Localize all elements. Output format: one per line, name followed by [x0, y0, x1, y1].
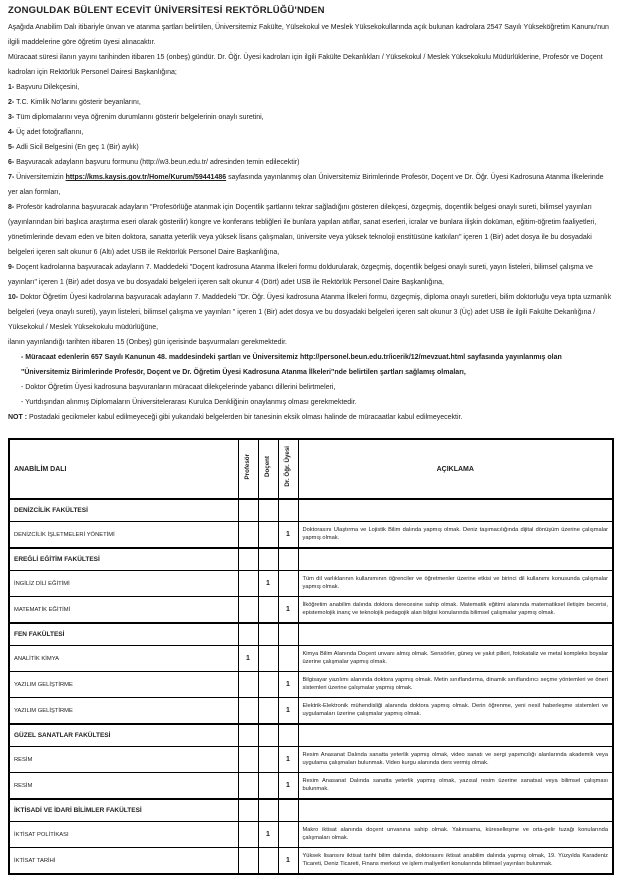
paragraph [8, 80, 612, 95]
paragraph [8, 350, 612, 380]
text-segment: Aşağıda Anabilim Dalı itibariyle ünvan ve atanma şartları belirtilen, Üniversitemiz Fakülte, Yülsekokul ve Meslek Yüksekokullarında açık bulunan kadrolara 2547 Sayılı Yükseköğretim Kanunu'nun ilgili maddelerine göre öğretim üyesi alınacaktır. [8, 24, 609, 46]
aciklama-cell: Resim Anasanat Dalında sanatta yeterlik yapmış olmak, video sanatı ve sergi yapımcılığı alanlarında akademik veya uygulama çalışmaları bulunmak. Video kurgu alanında ders vermiş olmak. [298, 747, 613, 773]
docent-count-cell [258, 724, 278, 747]
text-segment: Profesör kadrolarına başvuracak adayların "Profesörlüğe atanmak için Doçentlik şartlarını tekrar sağladığını gösteren dilekçesi, özgeçmiş, doçentlik belgesi onaylı sureti, bilimsel yayınları (yayınlarından biri başlıca araştırma eseri olarak gösterilir) kongre ve konferans tebliğleri ile bunlara yapılan atıflar, sanat eserleri, icralar ve bunlara ilişkin doküman, eğitim-öğretim faaliyetleri, yönetimlerinde devam eden ve biten doktora, sanatta yeterlik veya yüksek lisans çalışmaları, üniversite veya yüksek teknoloji enstitüsüne katkıları" içeren 1 (Bir) adet dosya ile bu dosyadaki belgeleri içeren salt okunur 6 (Altı) adet USB ile Rektörlük Personel Daire Başkanlığına, [8, 204, 597, 256]
docent-count-cell [258, 548, 278, 571]
paragraph [8, 50, 612, 80]
profesor-count-cell [238, 522, 258, 549]
anabilim-cell: İKTİSAT TARİHİ [9, 848, 238, 875]
docent-count-cell [258, 698, 278, 725]
docent-count-cell [258, 522, 278, 549]
anabilim-cell: ANALİTİK KİMYA [9, 646, 238, 672]
docent-count-cell: 1 [258, 571, 278, 597]
text-segment: 3- [8, 114, 17, 121]
aciklama-cell: İlköğretim anabilim dalında doktora derecesine sahip olmak. Matematik eğitimi alanında matematiksel iletişim becerisi, epistemolojik inanç ve teknolojik pedagojik alan bilgisi konularında bilimsel çalışmalar yapmış olmak. [298, 597, 613, 624]
anabilim-cell: RESİM [9, 773, 238, 800]
text-segment: 1- [8, 84, 17, 91]
docent-count-cell [258, 773, 278, 800]
anabilim-cell: MATEMATİK EĞİTİMİ [9, 597, 238, 624]
text-segment: Başvuracak adayların başvuru formunu (http://w3.beun.edu.tr/ adresinden temin edilecektir) [16, 159, 300, 166]
text-segment: 9- [8, 264, 17, 271]
paragraph [8, 395, 612, 410]
paragraph [8, 410, 612, 425]
docent-count-cell [258, 623, 278, 646]
aciklama-cell: Doktorasını Ulaştırma ve Lojistik Bilim dalında yapmış olmak. Deniz taşımacılığında dijital dönüşüm üzerine çalışmalar yapmış olmak. [298, 522, 613, 549]
page-title: ZONGULDAK BÜLENT ECEVİT ÜNİVERSİTESİ REKTÖRLÜĞÜ'NDEN [8, 5, 325, 16]
faculty-name-cell: GÜZEL SANATLAR FAKÜLTESİ [9, 724, 238, 747]
paragraph [8, 125, 612, 140]
text-segment: 7- [8, 174, 17, 181]
profesor-count-cell [238, 672, 258, 698]
table-body [9, 499, 613, 874]
text-segment: 4- [8, 129, 17, 136]
aciklama-cell: Yüksek lisansını iktisat tarihi bilim dalında, doktorasını iktisat anabilim dalında yapmış olmak, 19. Yüzyılda Karadeniz Ticareti, Deniz Ticareti, Finans merkezi ve işlem maliyetleri konularında bilimsel yayınları bulunmak. [298, 848, 613, 875]
text-segment: ilanın yayınlandığı tarihten itibaren 15 (Onbeş) gün içerisinde başvurmaları gerekmektedir. [8, 339, 287, 346]
anabilim-cell: İKTİSAT POLİTİKASI [9, 822, 238, 848]
text-segment: Postadaki gecikmeler kabul edilmeyeceği gibi yukarıdaki belgelerden bir tanesinin eksik olması halinde de müracaatlar kabul edilmeyecektir. [29, 414, 463, 421]
aciklama-cell [298, 799, 613, 822]
docent-count-cell [258, 747, 278, 773]
text-segment: Üç adet fotoğraflarını, [16, 129, 84, 136]
docent-count-cell [258, 499, 278, 522]
profesor-count-cell: 1 [238, 646, 258, 672]
dr-ogr-count-cell: 1 [278, 848, 298, 875]
text-segment: Tüm diplomalarını veya öğrenim durumlarını gösterir belgelerinin onaylı suretini, [16, 114, 264, 121]
text-segment: 5- [8, 144, 17, 151]
profesor-count-cell [238, 597, 258, 624]
profesor-count-cell [238, 822, 258, 848]
position-row [9, 773, 613, 800]
position-row [9, 522, 613, 549]
profesor-count-cell [238, 848, 258, 875]
text-segment: 8- [8, 204, 17, 211]
paragraph [8, 380, 612, 395]
text-segment: - Müracaat edenlerin 657 Sayılı Kanunun 48. maddesindeki şartları ve Üniversitemiz http://personel.beun.edu.tr/icerik/12/mevzuat.html sayfasında yayınlanmış olan "Üniversitemiz Birimlerinde Profesör, Doçent ve Dr. Öğretim Üyesi Kadrosuna Atanma İlkeleri"nde belirtilen şartları sağlamış olmaları, [21, 354, 562, 376]
anabilim-cell: YAZILIM GELİŞTİRME [9, 698, 238, 725]
aciklama-cell: Resim Anasanat Dalında sanatta yeterlik yapmış olmak, yazısal resim üzerine sanatsal veya bilimsel çalışması bulunmak. [298, 773, 613, 800]
dr-ogr-count-cell [278, 724, 298, 747]
position-row [9, 646, 613, 672]
dr-ogr-count-cell: 1 [278, 698, 298, 725]
positions-table [8, 438, 614, 875]
profesor-count-cell [238, 698, 258, 725]
col-header-profesor: Profesör [238, 439, 258, 499]
text-segment: sayfasında yayınlanmış olan Üniversitemiz Birimlerinde Profesör, Doçent ve Dr. Öğr. Üyesi Kadrosuna Atanma İlkelerinde yer alan formları, [8, 174, 604, 196]
paragraph [8, 95, 612, 110]
aciklama-cell [298, 623, 613, 646]
dr-ogr-count-cell: 1 [278, 672, 298, 698]
aciklama-cell: Kimya Bilim Alanında Doçent unvanı almış olmak. Sensörler, güneş ve yakıt pilleri, fotokataliz ve metal kompleks boyalar üzerine çalışmalar yapmış olmak. [298, 646, 613, 672]
paragraph [8, 110, 612, 125]
paragraph [8, 155, 612, 170]
text-segment: T.C. Kimlik No'larını gösterir beyanlarını, [16, 99, 141, 106]
col-header-aciklama: AÇIKLAMA [298, 439, 613, 499]
profesor-count-cell [238, 773, 258, 800]
profesor-count-cell [238, 499, 258, 522]
table-header-row [9, 439, 613, 499]
position-row [9, 848, 613, 875]
aciklama-cell: Bilgisayar yazılımı alanında doktora yapmış olmak. Metin sınıflandırma, dinamik sınıflandırıcı seçme yöntemleri ve öneri sistemleri üzerine çalışmalar yapmış olmak. [298, 672, 613, 698]
text-segment: Doçent kadrolarına başvuracak adayların 7. Maddedeki "Doçent kadrosuna Atanma İlkeleri formu doldurularak, özgeçmiş, doçentlik belgesi onaylı sureti, yayın listeleri, bilimsel çalışma ve yayınları" içeren 1 (Bir) adet dosya ve bu dosyadaki belgeleri içeren salt okunur 4 (Dört) adet USB ile Rektörlük Personel Daire Başkanlığına, [8, 264, 593, 286]
text-segment: Üniversitemizin [16, 174, 66, 181]
aciklama-cell [298, 724, 613, 747]
anabilim-cell: DENİZCİLİK İŞLETMELERİ YÖNETİMİ [9, 522, 238, 549]
text-segment: 6- [8, 159, 17, 166]
aciklama-cell [298, 548, 613, 571]
docent-count-cell [258, 799, 278, 822]
position-row [9, 571, 613, 597]
dr-ogr-count-cell [278, 548, 298, 571]
paragraph [8, 290, 612, 335]
text-segment: - Yurtdışından alınmış Diplomaların Üniversitelerarası Kurulca Denkliğinin onaylanmış olması gerekmektedir. [21, 399, 357, 406]
faculty-section-row [9, 799, 613, 822]
dr-ogr-count-cell: 1 [278, 747, 298, 773]
faculty-name-cell: DENİZCİLİK FAKÜLTESİ [9, 499, 238, 522]
aciklama-cell: Tüm dil varlıklarının kullanımının öğrenciler ve öğretmenler üzerine etkisi ve birinci dil kullanımı konusunda çalışmalar yapmış olmak. [298, 571, 613, 597]
link-text[interactable]: https://kms.kaysis.gov.tr/Home/Kurum/59441486 [65, 174, 227, 181]
faculty-section-row [9, 724, 613, 747]
text-segment: Adli Sicil Belgesini (En geç 1 (Bir) aylık) [16, 144, 139, 151]
docent-count-cell [258, 646, 278, 672]
aciklama-cell [298, 499, 613, 522]
body-paragraphs [8, 20, 612, 425]
dr-ogr-count-cell: 1 [278, 773, 298, 800]
text-segment: 10- [8, 294, 21, 301]
anabilim-cell: RESİM [9, 747, 238, 773]
col-header-anabilim-dali: ANABİLİM DALI [9, 439, 238, 499]
faculty-section-row [9, 548, 613, 571]
aciklama-cell: Makro iktisat alanında doçent unvanına sahip olmak. Yakınsama, küreselleşme ve orta-gelir tuzağı konularında çalışmaları olmak. [298, 822, 613, 848]
position-row [9, 747, 613, 773]
paragraph [8, 170, 612, 200]
position-row [9, 822, 613, 848]
paragraph [8, 140, 612, 155]
text-segment: Doktor Öğretim Üyesi kadrolarına başvuracak adayların 7. Maddedeki "Dr. Öğr. Üyesi kadrosuna Atanma İlkeleri formu, özgeçmiş, diploma onaylı suretleri, bilim doktorluğu veya tıpta uzmanlık belgeleri (veya onaylı sureti), yayın listeleri, bilimsel çalışma ve yayınları " içeren 1 (Bir) adet dosya ve bu dosyadaki belgeleri içeren salt okunur 3 (Üç) adet USB ile ilgili Fakülte Dekanlığına / Yüksekokul / Meslek Yüksekokulu müdürlüğüne, [8, 294, 612, 331]
faculty-section-row [9, 623, 613, 646]
docent-count-cell [258, 597, 278, 624]
col-header-docent: Doçent [258, 439, 278, 499]
faculty-name-cell: EREĞLİ EĞİTİM FAKÜLTESİ [9, 548, 238, 571]
docent-count-cell [258, 672, 278, 698]
profesor-count-cell [238, 548, 258, 571]
text-segment: Müracaat süresi ilanın yayını tarihinden itibaren 15 (onbeş) gündür. Dr. Öğr. Üyesi kadroları için ilgili Fakülte Dekanlıkları / Yüksekokul / Meslek Yüksekokulu Müdürlüklerine, Profesör ve Doçent kadroları için Rektörlük Personel Dairesi Başkanlığına; [8, 54, 603, 76]
faculty-name-cell: İKTİSADİ VE İDARİ BİLİMLER FAKÜLTESİ [9, 799, 238, 822]
profesor-count-cell [238, 747, 258, 773]
profesor-count-cell [238, 571, 258, 597]
faculty-section-row [9, 499, 613, 522]
profesor-count-cell [238, 724, 258, 747]
paragraph [8, 335, 612, 350]
anabilim-cell: İNGİLİZ DİLİ EĞİTİMİ [9, 571, 238, 597]
dr-ogr-count-cell [278, 499, 298, 522]
dr-ogr-count-cell [278, 623, 298, 646]
text-segment: 2- [8, 99, 17, 106]
aciklama-cell: Elektrik-Elektronik mühendisliği alanında doktora yapmış olmak. Derin öğrenme, yeni nesil haberleşme sistemleri ve uygulamaları üzerine çalışmalar yapmış olmak. [298, 698, 613, 725]
position-row [9, 672, 613, 698]
faculty-name-cell: FEN FAKÜLTESİ [9, 623, 238, 646]
anabilim-cell: YAZILIM GELİŞTİRME [9, 672, 238, 698]
position-row [9, 698, 613, 725]
dr-ogr-count-cell: 1 [278, 597, 298, 624]
dr-ogr-count-cell [278, 799, 298, 822]
dr-ogr-count-cell: 1 [278, 522, 298, 549]
paragraph [8, 200, 612, 260]
col-header-dr-ogr-uyesi: Dr. Öğr. Üyesi [278, 439, 298, 499]
dr-ogr-count-cell [278, 646, 298, 672]
docent-count-cell: 1 [258, 822, 278, 848]
dr-ogr-count-cell [278, 822, 298, 848]
profesor-count-cell [238, 799, 258, 822]
position-row [9, 597, 613, 624]
profesor-count-cell [238, 623, 258, 646]
text-segment: - Doktor Öğretim Üyesi kadrosuna başvuranların müracaat dilekçelerinde yabancı dillerini belirtmeleri, [21, 384, 336, 391]
text-segment: Başvuru Dilekçesini, [16, 84, 80, 91]
text-segment: NOT : [8, 414, 29, 421]
dr-ogr-count-cell [278, 571, 298, 597]
docent-count-cell [258, 848, 278, 875]
paragraph [8, 20, 612, 50]
paragraph [8, 260, 612, 290]
